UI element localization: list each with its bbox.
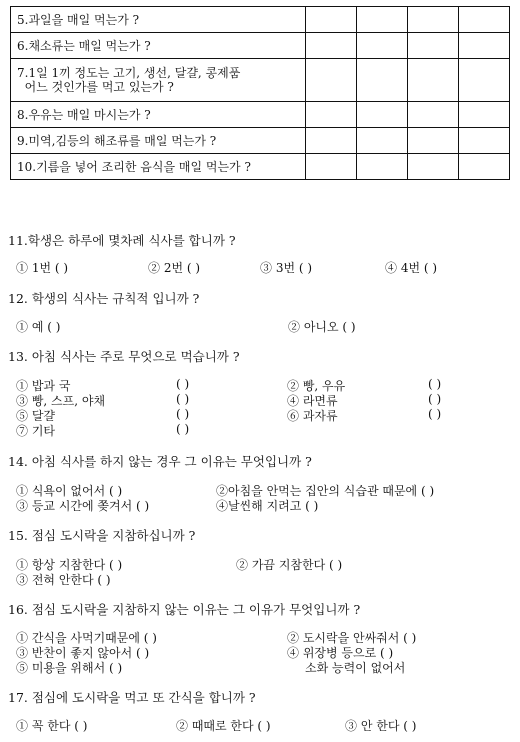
- q13-paren[interactable]: ( ): [428, 377, 442, 391]
- question-cell: 6.채소류는 매일 먹는가 ?: [11, 33, 306, 59]
- answer-cell[interactable]: [408, 154, 459, 180]
- q15-title: 15. 점심 도시락을 지참하십니까 ?: [8, 528, 196, 543]
- question-cell: 10.기름을 넣어 조리한 음식을 매일 먹는가 ?: [11, 154, 306, 180]
- q11-option-1[interactable]: ① 1번 ( ): [16, 261, 69, 275]
- q15-option-3[interactable]: ③ 전혀 안한다 ( ): [16, 573, 111, 587]
- table-row: [11, 154, 510, 180]
- q13-paren[interactable]: ( ): [428, 407, 442, 421]
- question-cell: [11, 59, 306, 102]
- answer-cell[interactable]: [408, 7, 459, 33]
- q13-paren[interactable]: ( ): [176, 422, 190, 436]
- answer-cell[interactable]: [306, 7, 357, 33]
- q14-title: 14. 아침 식사를 하지 않는 경우 그 이유는 무엇입니까 ?: [8, 454, 312, 469]
- q14-option-4[interactable]: ④날씬해 지려고 ( ): [216, 499, 319, 513]
- answer-cell[interactable]: [408, 59, 459, 102]
- question-line-2: 어느 것인가를 먹고 있는가 ?: [24, 80, 174, 94]
- answer-cell[interactable]: [459, 59, 510, 102]
- question-cell: 9.미역,김등의 해조류를 매일 먹는가 ?: [11, 128, 306, 154]
- answer-cell[interactable]: [306, 128, 357, 154]
- q13-option-1[interactable]: ① 밥과 국: [16, 379, 71, 393]
- q13-paren[interactable]: ( ): [428, 392, 442, 406]
- answer-cell[interactable]: [306, 154, 357, 180]
- q17-title: 17. 점심에 도시락을 먹고 또 간식을 합니까 ?: [8, 690, 256, 705]
- table-row: [11, 33, 510, 59]
- answer-cell[interactable]: [459, 128, 510, 154]
- q16-option-3[interactable]: ③ 반찬이 좋지 않아서 ( ): [16, 646, 150, 660]
- q13-option-6[interactable]: ⑥ 과자류: [287, 409, 338, 423]
- table-row: [11, 102, 510, 128]
- food-habits-table: [10, 6, 510, 180]
- q14-option-2[interactable]: ②아침을 안먹는 집안의 식습관 때문에 ( ): [216, 484, 435, 498]
- table-row: [11, 128, 510, 154]
- q11-title: 11.학생은 하루에 몇차례 식사를 합니까 ?: [8, 233, 236, 248]
- q16-option-4-note: 소화 능력이 없어서: [305, 661, 406, 675]
- q12-title: 12. 학생의 식사는 규칙적 입니까 ?: [8, 291, 200, 306]
- q11-option-4[interactable]: ④ 4번 ( ): [385, 261, 438, 275]
- q13-option-3[interactable]: ③ 빵, 스프, 야채: [16, 394, 106, 408]
- answer-cell[interactable]: [306, 59, 357, 102]
- answer-cell[interactable]: [459, 102, 510, 128]
- q13-option-7[interactable]: ⑦ 기타: [16, 424, 55, 438]
- q17-option-2[interactable]: ② 때때로 한다 ( ): [176, 719, 271, 733]
- answer-cell[interactable]: [408, 128, 459, 154]
- question-cell: 8.우유는 매일 마시는가 ?: [11, 102, 306, 128]
- table-row: [11, 7, 510, 33]
- answer-cell[interactable]: [357, 128, 408, 154]
- q17-option-1[interactable]: ① 꼭 한다 ( ): [16, 719, 88, 733]
- q14-option-1[interactable]: ① 식욕이 없어서 ( ): [16, 484, 123, 498]
- q16-option-4[interactable]: ④ 위장병 등으로 ( ): [287, 646, 394, 660]
- q13-title: 13. 아침 식사는 주로 무엇으로 먹습니까 ?: [8, 349, 240, 364]
- q16-option-1[interactable]: ① 간식을 사먹기때문에 ( ): [16, 631, 157, 645]
- q12-option-1[interactable]: ① 예 ( ): [16, 320, 61, 334]
- table-row: [11, 59, 510, 102]
- answer-cell[interactable]: [357, 7, 408, 33]
- answer-cell[interactable]: [408, 102, 459, 128]
- q13-option-4[interactable]: ④ 라면류: [287, 394, 338, 408]
- answer-cell[interactable]: [408, 33, 459, 59]
- q16-title: 16. 점심 도시락을 지참하지 않는 이유는 그 이유가 무엇입니까 ?: [8, 602, 361, 617]
- q16-option-5[interactable]: ⑤ 미용을 위해서 ( ): [16, 661, 123, 675]
- answer-cell[interactable]: [459, 33, 510, 59]
- q13-paren[interactable]: ( ): [176, 407, 190, 421]
- answer-cell[interactable]: [357, 102, 408, 128]
- question-line-1: 7.1일 1끼 정도는 고기, 생선, 달걀, 콩제품: [17, 66, 241, 80]
- q13-paren[interactable]: ( ): [176, 392, 190, 406]
- q15-option-2[interactable]: ② 가끔 지참한다 ( ): [236, 558, 343, 572]
- q16-option-2[interactable]: ② 도시락을 안싸줘서 ( ): [287, 631, 417, 645]
- q12-option-2[interactable]: ② 아니오 ( ): [288, 320, 356, 334]
- answer-cell[interactable]: [306, 102, 357, 128]
- q11-option-3[interactable]: ③ 3번 ( ): [260, 261, 313, 275]
- question-cell: 5.과일을 매일 먹는가 ?: [11, 7, 306, 33]
- answer-cell[interactable]: [306, 33, 357, 59]
- q11-option-2[interactable]: ② 2번 ( ): [148, 261, 201, 275]
- answer-cell[interactable]: [357, 59, 408, 102]
- answer-cell[interactable]: [459, 7, 510, 33]
- q15-option-1[interactable]: ① 항상 지참한다 ( ): [16, 558, 123, 572]
- q13-paren[interactable]: ( ): [176, 377, 190, 391]
- q13-option-5[interactable]: ⑤ 달걀: [16, 409, 55, 423]
- q14-option-3[interactable]: ③ 등교 시간에 쫒겨서 ( ): [16, 499, 150, 513]
- answer-cell[interactable]: [357, 33, 408, 59]
- q17-option-3[interactable]: ③ 안 한다 ( ): [345, 719, 417, 733]
- answer-cell[interactable]: [459, 154, 510, 180]
- answer-cell[interactable]: [357, 154, 408, 180]
- q13-option-2[interactable]: ② 빵, 우유: [287, 379, 346, 393]
